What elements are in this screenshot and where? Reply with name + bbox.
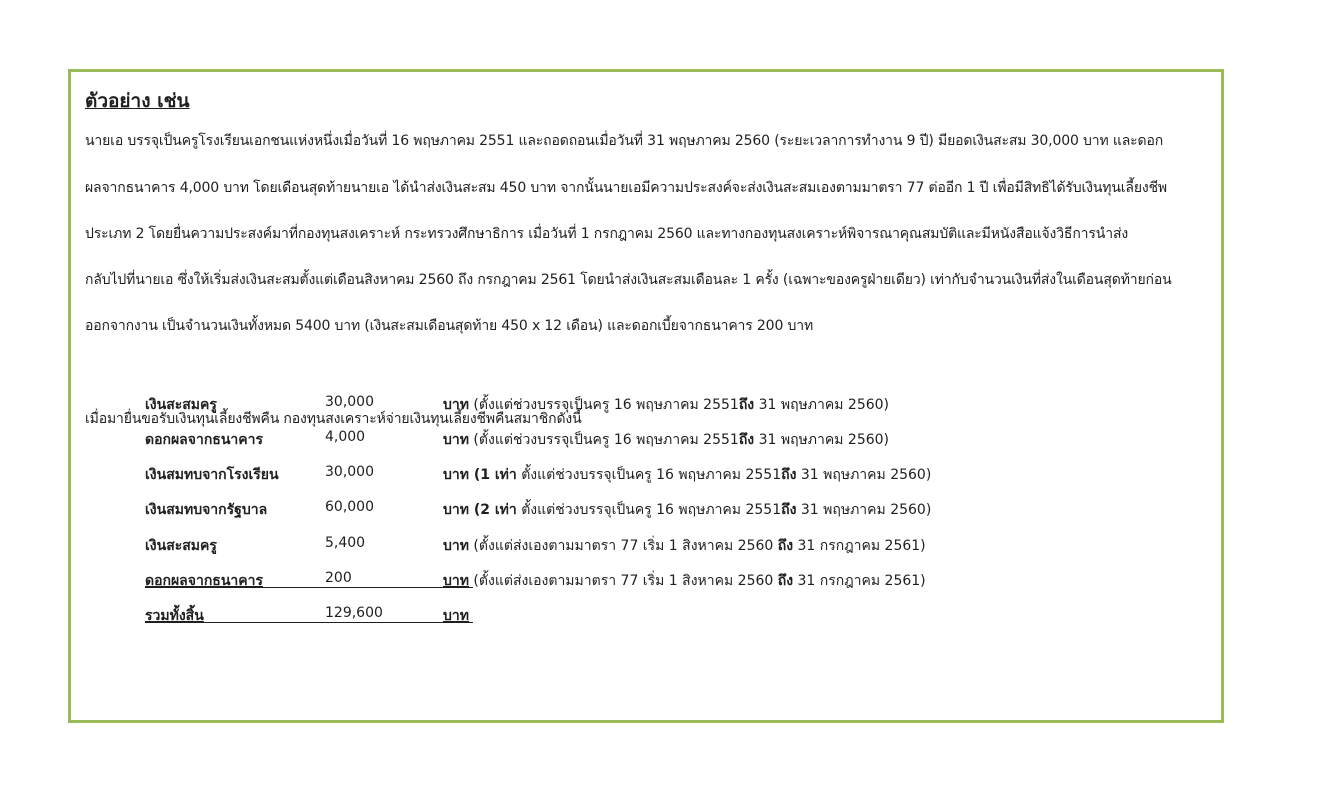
total-label: รวมทั้งสิ้น (145, 608, 204, 624)
row-note-to: ถึง (738, 397, 755, 413)
row-note-text: (ตั้งแต่ช่วงบรรจุเป็นครู 16 พฤษภาคม 2551 (468, 432, 739, 448)
paragraph-line: ผลจากธนาคาร 4,000 บาท โดยเดือนสุดท้ายนายเอ ได้นำส่งเงินสะสม 450 บาท จากนั้นนายเอมีความประสงค์จะส่งเงินสะสมเองตามมาตรา 77 ต่ออีก 1 ปี เพื่อมีสิทธิได้รับเงินทุนเลี้ยงชีพ (85, 180, 1168, 196)
row-amount: 200 (325, 570, 352, 586)
row-amount: 60,000 (325, 499, 374, 515)
row-note (443, 429, 889, 451)
row-unit: บาท (443, 432, 469, 448)
row-amount: 30,000 (325, 394, 374, 410)
example-title: ตัวอย่าง เช่น (85, 90, 190, 112)
row-label: เงินสมทบจากโรงเรียน (145, 467, 279, 483)
row-note-end: 31 กรกฎาคม 2561) (793, 573, 926, 589)
row-note-end: 31 พฤษภาคม 2560) (796, 502, 932, 518)
paragraph-line: กลับไปที่นายเอ ซึ่งให้เริ่มส่งเงินสะสมตั้งแต่เดือนสิงหาคม 2560 ถึง กรกฎาคม 2561 โดยนำส่งเงินสะสมเดือนละ 1 ครั้ง (เฉพาะของครูฝ่ายเดียว) เท่ากับจำนวนเงินที่ส่งในเดือนสุดท้ายก่อน (85, 272, 1172, 288)
row-note-end: 31 กรกฎาคม 2561) (793, 538, 926, 554)
row-note-to: ถึง (777, 538, 794, 554)
example-box (68, 69, 1224, 723)
row-note-to: ถึง (777, 573, 794, 589)
row-note-text: (ตั้งแต่ส่งเองตามมาตรา 77 เริ่ม 1 สิงหาคม 2560 (468, 538, 778, 554)
total-underline (145, 622, 473, 623)
paragraph-line: นายเอ บรรจุเป็นครูโรงเรียนเอกชนแห่งหนึ่งเมื่อวันที่ 16 พฤษภาคม 2551 และถอดถอนเมื่อวันที่ 31 พฤษภาคม 2560 (ระยะเวลาการทำงาน 9 ปี) มียอดเงินสะสม 30,000 บาท และดอก (85, 133, 1164, 149)
row-unit: บาท (1 เท่า (443, 467, 517, 483)
row-amount: 5,400 (325, 535, 366, 551)
row-unit: บาท (443, 573, 469, 589)
row-amount: 30,000 (325, 464, 374, 480)
row-unit: บาท (443, 397, 469, 413)
row-amount: 4,000 (325, 429, 366, 445)
row-note-to: ถึง (738, 432, 755, 448)
sum-divider (145, 587, 473, 588)
row-note-text: (ตั้งแต่ส่งเองตามมาตรา 77 เริ่ม 1 สิงหาคม 2560 (468, 573, 778, 589)
total-unit: บาท (443, 608, 469, 624)
row-note-text: ตั้งแต่ช่วงบรรจุเป็นครู 16 พฤษภาคม 2551 (516, 467, 782, 483)
row-note-text: ตั้งแต่ช่วงบรรจุเป็นครู 16 พฤษภาคม 2551 (516, 502, 782, 518)
row-label: ดอกผลจากธนาคาร (145, 432, 264, 448)
row-note (443, 570, 926, 592)
row-label: เงินสะสมครู (145, 397, 217, 413)
row-label: เงินสมทบจากรัฐบาล (145, 502, 268, 518)
row-note (443, 394, 889, 416)
row-note-end: 31 พฤษภาคม 2560) (754, 432, 889, 448)
row-note-text: (ตั้งแต่ช่วงบรรจุเป็นครู 16 พฤษภาคม 2551 (468, 397, 739, 413)
payout-intro: เมื่อมายื่นขอรับเงินทุนเลี้ยงชีพคืน กองทุนสงเคราะห์จ่ายเงินทุนเลี้ยงชีพคืนสมาชิกดังนี้ (85, 411, 582, 427)
row-label: ดอกผลจากธนาคาร (145, 573, 264, 589)
row-note (443, 535, 926, 557)
paragraph-line: ประเภท 2 โดยยื่นความประสงค์มาที่กองทุนสงเคราะห์ กระทรวงศึกษาธิการ เมื่อวันที่ 1 กรกฎาคม 2560 และทางกองทุนสงเคราะห์พิจารณาคุณสมบัติและมีหนังสือแจ้งวิธีการนำส่ง (85, 226, 1129, 242)
row-note-to: ถึง (781, 502, 797, 518)
row-note-end: 31 พฤษภาคม 2560) (754, 397, 889, 413)
row-note-end: 31 พฤษภาคม 2560) (796, 467, 932, 483)
paragraph-line: ออกจากงาน เป็นจำนวนเงินทั้งหมด 5400 บาท (เงินสะสมเดือนสุดท้าย 450 x 12 เดือน) และดอกเบี้ยจากธนาคาร 200 บาท (85, 318, 814, 334)
row-label: เงินสะสมครู (145, 538, 217, 554)
total-amount: 129,600 (325, 605, 383, 621)
row-note (443, 499, 931, 521)
row-unit: บาท (2 เท่า (443, 502, 517, 518)
row-unit: บาท (443, 538, 469, 554)
row-note (443, 464, 931, 486)
row-note-to: ถึง (781, 467, 797, 483)
